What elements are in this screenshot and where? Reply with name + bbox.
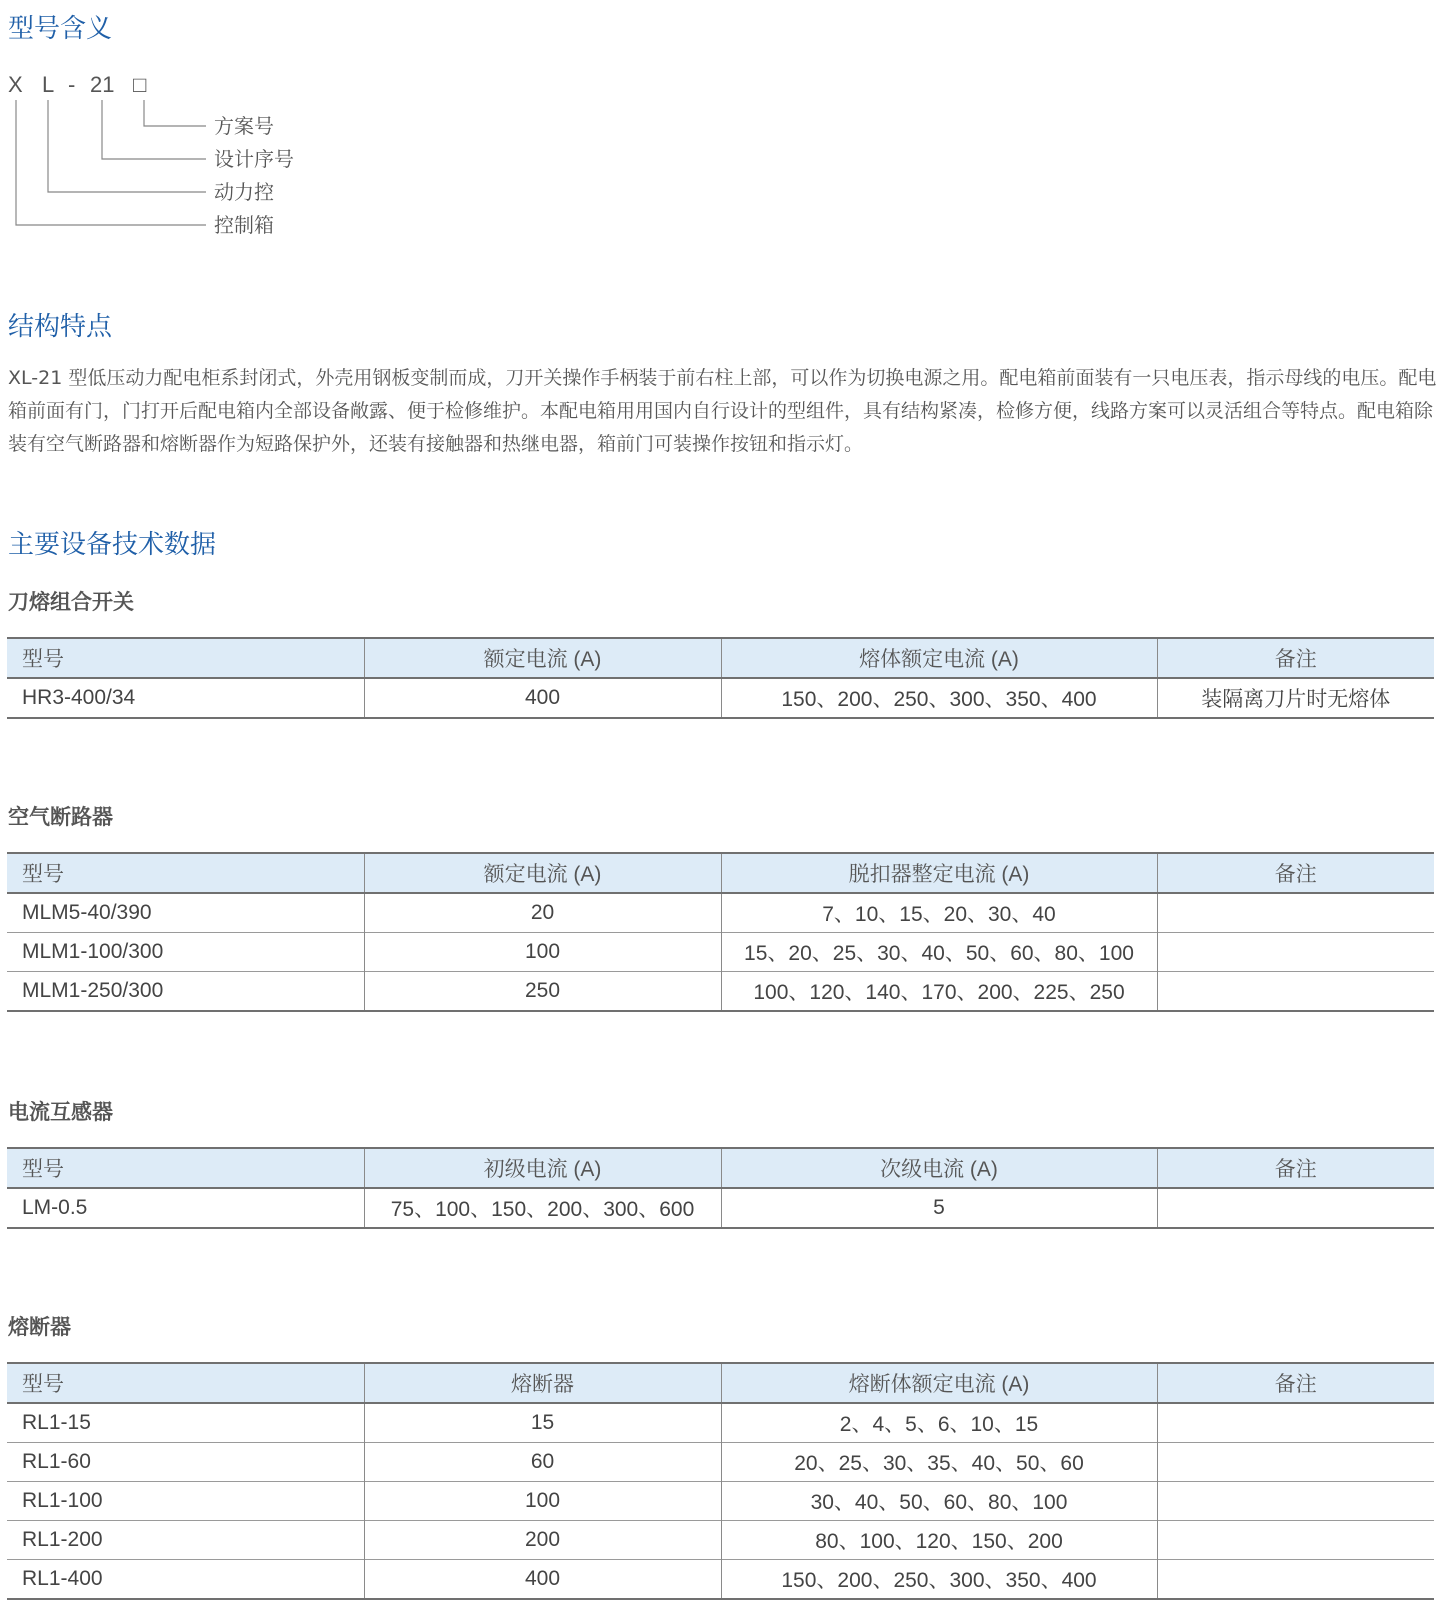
cell-remark: 装隔离刀片时无熔体 (1201, 688, 1391, 711)
cell-model: RL1-15 (7, 1403, 364, 1443)
cell-fuse-link-current: 150、200、250、300、350、400 (721, 1560, 1157, 1600)
code-dash: - (68, 72, 76, 97)
cell-remark (1157, 1560, 1434, 1600)
header-rated-current: 额定电流 (A) (364, 853, 721, 893)
cell-fuse: 200 (364, 1521, 721, 1560)
tech-data-title: 主要设备技术数据 (8, 530, 217, 560)
table-row (7, 1443, 1434, 1482)
cell-rated-current: 20 (364, 893, 721, 933)
cell-fuse: 60 (364, 1443, 721, 1482)
cell-fuse-link-current: 20、25、30、35、40、50、60 (721, 1443, 1157, 1482)
cell-remark (1157, 1188, 1434, 1228)
table-row (7, 1403, 1434, 1443)
code-21: 21 (90, 72, 115, 97)
label-power-control: 动力控 (214, 180, 274, 204)
header-secondary-current: 次级电流 (A) (721, 1148, 1157, 1188)
cell-model: MLM5-40/390 (7, 893, 364, 933)
table-row (7, 972, 1434, 1012)
cell-trip-current: 15、20、25、30、40、50、60、80、100 (721, 933, 1157, 972)
cell-trip-current: 7、10、15、20、30、40 (721, 893, 1157, 933)
cell-trip-current: 100、120、140、170、200、225、250 (721, 972, 1157, 1012)
cell-remark (1157, 972, 1434, 1012)
header-rated-current: 额定电流 (A) (364, 638, 721, 678)
table-row (7, 893, 1434, 933)
table-header-row (7, 853, 1434, 893)
cell-fuse: 15 (364, 1403, 721, 1443)
label-scheme-number: 方案号 (214, 114, 274, 138)
table-header-row (7, 1363, 1434, 1403)
cell-fuse: 400 (364, 1560, 721, 1600)
structure-description: XL-21 型低压动力配电柜系封闭式，外壳用钢板变制而成，刀开关操作手柄装于前右柱上部，可以作为切换电源之用。配电箱前面装有一只电压表，指示母线的电压。配电箱前面有门，门打开后配电箱内全部设备敞露、便于检修维护。本配电箱用用国内自行设计的型组件，具有结构紧凑，检修方便，线路方案可以灵活组合等特点。配电箱除装有空气断路器和熔断器作为短路保护外，还装有接触器和热继电器，箱前门可装操作按钮和指示灯。 (8, 367, 1437, 455)
label-design-number: 设计序号 (214, 147, 294, 171)
table-title-fuse: 熔断器 (8, 1315, 71, 1339)
cell-fuse-current: 150、200、250、300、350、400 (721, 678, 1157, 718)
table-knife-fuse-switch (7, 637, 1434, 719)
code-x: X (8, 72, 23, 97)
cell-model: RL1-60 (7, 1443, 364, 1482)
header-remark: 备注 (1157, 638, 1434, 678)
table-air-circuit-breaker (7, 852, 1434, 1012)
structure-title: 结构特点 (8, 312, 113, 342)
header-remark: 备注 (1157, 1148, 1434, 1188)
table-header-row (7, 1148, 1434, 1188)
cell-fuse-link-current: 80、100、120、150、200 (721, 1521, 1157, 1560)
table-row (7, 933, 1434, 972)
cell-fuse: 100 (364, 1482, 721, 1521)
cell-remark (1157, 1521, 1434, 1560)
table-row (7, 1188, 1434, 1228)
header-fuse-link-current: 熔断体额定电流 (A) (721, 1363, 1157, 1403)
table-current-transformer (7, 1147, 1434, 1229)
cell-model: RL1-100 (7, 1482, 364, 1521)
cell-secondary-current: 5 (721, 1188, 1157, 1228)
table-title-knife-fuse-switch: 刀熔组合开关 (8, 590, 134, 614)
header-fuse-rated-current: 熔体额定电流 (A) (721, 638, 1157, 678)
table-row (7, 1560, 1434, 1600)
table-title-current-transformer: 电流互感器 (8, 1100, 113, 1124)
cell-primary-current: 75、100、150、200、300、600 (364, 1188, 721, 1228)
label-control-box: 控制箱 (214, 213, 274, 237)
code-box: □ (133, 72, 147, 97)
cell-model: HR3-400/34 (7, 678, 364, 718)
cell-remark (1157, 1443, 1434, 1482)
header-model: 型号 (7, 1363, 364, 1403)
cell-model: MLM1-250/300 (7, 972, 364, 1012)
header-remark: 备注 (1157, 853, 1434, 893)
cell-rated-current: 100 (364, 933, 721, 972)
header-model: 型号 (7, 853, 364, 893)
header-fuse: 熔断器 (364, 1363, 721, 1403)
header-model: 型号 (7, 638, 364, 678)
table-title-air-circuit-breaker: 空气断路器 (8, 805, 113, 829)
cell-model: LM-0.5 (7, 1188, 364, 1228)
cell-remark (1157, 933, 1434, 972)
cell-remark (1157, 1482, 1434, 1521)
table-row (7, 1482, 1434, 1521)
cell-rated-current: 400 (364, 678, 721, 718)
table-row (7, 678, 1434, 718)
header-trip-current: 脱扣器整定电流 (A) (721, 853, 1157, 893)
table-header-row (7, 638, 1434, 678)
header-remark: 备注 (1157, 1363, 1434, 1403)
cell-model: RL1-200 (7, 1521, 364, 1560)
cell-remark (1157, 1403, 1434, 1443)
cell-model: MLM1-100/300 (7, 933, 364, 972)
model-meaning-title: 型号含义 (8, 14, 113, 44)
code-l: L (42, 72, 55, 97)
cell-model: RL1-400 (7, 1560, 364, 1600)
cell-fuse-link-current: 2、4、5、6、10、15 (721, 1403, 1157, 1443)
cell-rated-current: 250 (364, 972, 721, 1012)
cell-fuse-link-current: 30、40、50、60、80、100 (721, 1482, 1157, 1521)
table-fuse (7, 1362, 1434, 1600)
model-code-diagram (0, 70, 320, 250)
cell-remark (1157, 893, 1434, 933)
header-model: 型号 (7, 1148, 364, 1188)
table-row (7, 1521, 1434, 1560)
header-primary-current: 初级电流 (A) (364, 1148, 721, 1188)
